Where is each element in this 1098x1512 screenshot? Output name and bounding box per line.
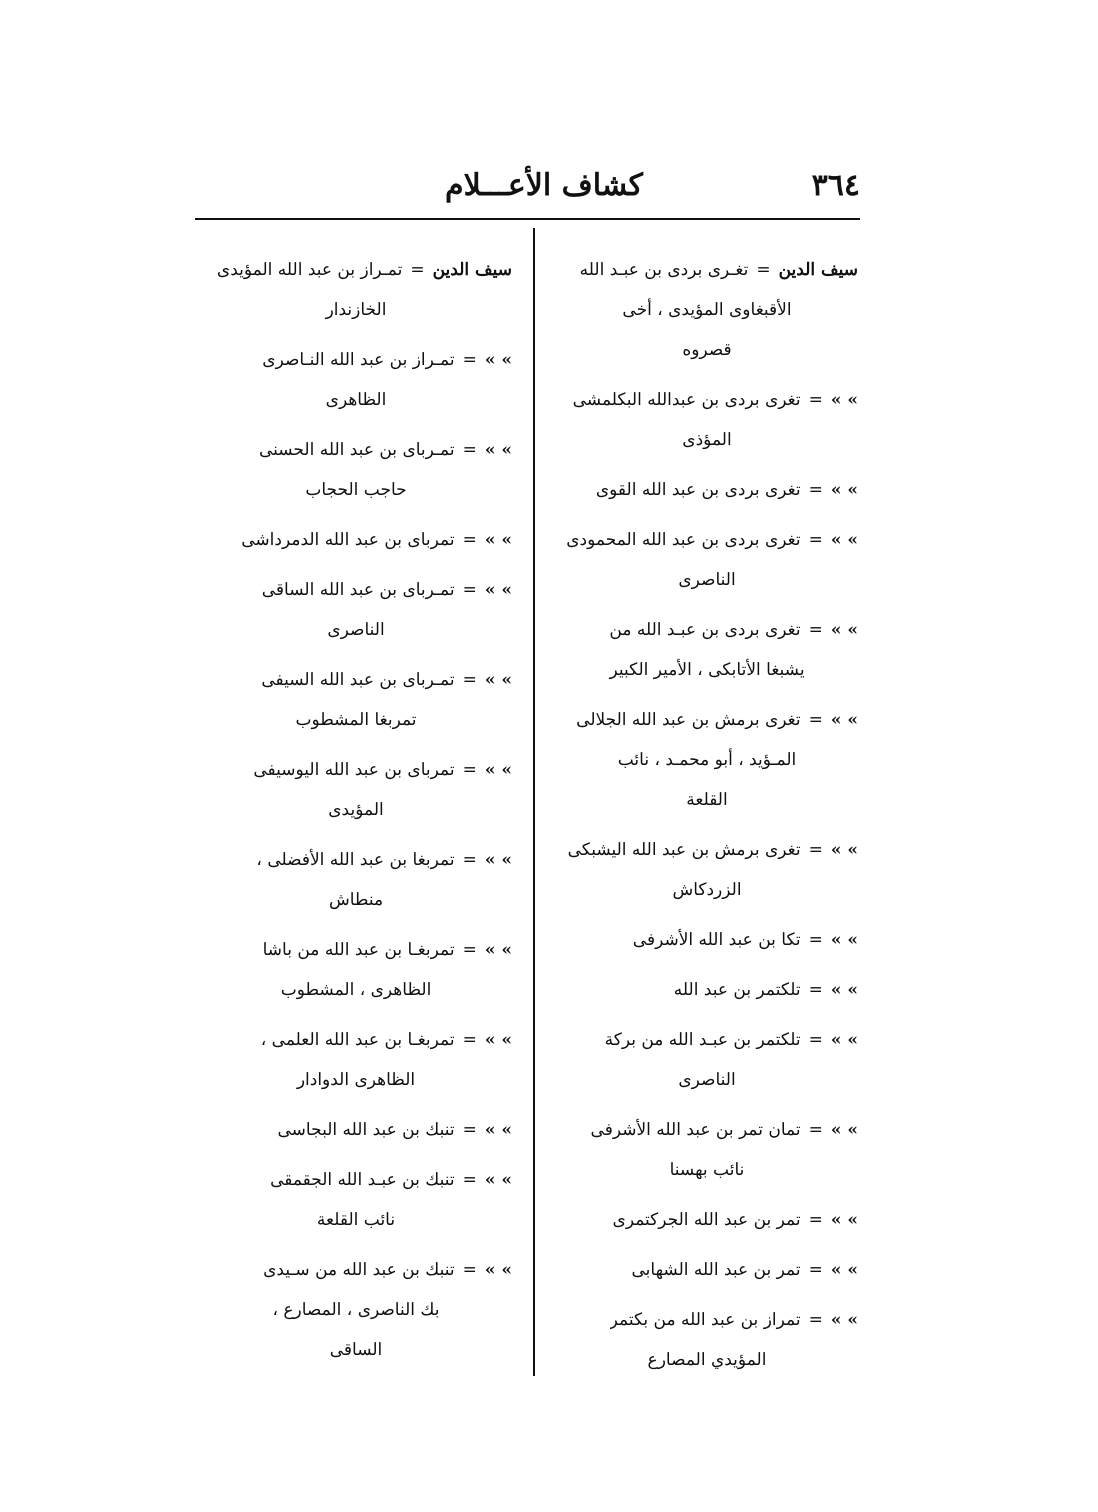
entry-dash: =: [410, 260, 425, 280]
entry-dash: =: [462, 940, 477, 960]
entry-prefix: » »: [484, 580, 512, 600]
entry-dash: =: [462, 350, 477, 370]
index-entry: [200, 1250, 512, 1370]
entry-name: تمرباى بن عبد الله اليوسيفى: [253, 760, 455, 780]
index-entry: [200, 1160, 512, 1240]
entry-continuation: الظاهرى: [325, 390, 387, 410]
entry-name: تنبك بن عبد الله البجاسى: [277, 1120, 455, 1140]
entry-name: تمان تمر بن عبد الله الأشرفى: [590, 1120, 801, 1140]
index-entry: [200, 840, 512, 920]
entry-continuation: الظاهرى ، المشطوب: [280, 980, 432, 1000]
entry-continuation: الزردكاش: [672, 880, 742, 900]
entry-continuation: الناصرى: [678, 1070, 736, 1090]
entry-prefix: » »: [484, 1120, 512, 1140]
entry-prefix: » »: [830, 1210, 858, 1230]
entry-dash: =: [808, 1030, 823, 1050]
entry-prefix: » »: [484, 850, 512, 870]
entry-prefix: » »: [830, 710, 858, 730]
entry-prefix: » »: [830, 480, 858, 500]
entry-dash: =: [808, 1260, 823, 1280]
entry-name: تلكتمر بن عبد الله: [673, 980, 801, 1000]
entry-name: تنبك بن عبـد الله الجقمقى: [270, 1170, 455, 1190]
entry-name: تمـرباى بن عبد الله الساقى: [261, 580, 455, 600]
entry-dash: =: [808, 930, 823, 950]
index-entry: [200, 520, 512, 560]
left-column: [200, 250, 512, 1380]
entry-name: تمربغا بن عبد الله الأفضلى ،: [256, 850, 455, 870]
entry-dash: =: [462, 1030, 477, 1050]
entry-prefix: » »: [830, 1120, 858, 1140]
entry-head: [556, 830, 858, 870]
entry-continuation: الناصرى: [327, 620, 385, 640]
entry-dash: =: [462, 760, 477, 780]
entry-prefix: » »: [830, 390, 858, 410]
index-entry: [556, 1250, 858, 1290]
entry-head: [556, 700, 858, 740]
entry-head: [556, 520, 858, 560]
entry-name: تغرى برمش بن عبد الله الجلالى: [576, 710, 801, 730]
index-entry: [200, 340, 512, 420]
entry-head: [200, 1160, 512, 1200]
entry-continuation: الظاهرى الدوادار: [296, 1070, 416, 1090]
index-entry: [200, 1020, 512, 1100]
entry-dash: =: [808, 1210, 823, 1230]
entry-head: [556, 1020, 858, 1060]
entry-continuation: الخازندار: [325, 300, 387, 320]
entry-prefix: » »: [830, 1310, 858, 1330]
entry-head: [556, 1110, 858, 1150]
entry-prefix: سيف الدين: [778, 260, 858, 280]
entry-prefix: » »: [830, 980, 858, 1000]
entry-continuation: المؤيدي المصارع: [647, 1350, 767, 1370]
entry-continuation: تمربغا المشطوب: [295, 710, 417, 730]
entry-dash: =: [462, 580, 477, 600]
entry-continuation: الأقبغاوى المؤيدى ، أخى: [622, 300, 792, 320]
entry-name: تغرى بردى بن عبدالله البكلمشى: [572, 390, 801, 410]
entry-continuation: نائب القلعة: [316, 1210, 396, 1230]
right-column: [556, 250, 858, 1390]
entry-dash: =: [808, 840, 823, 860]
entry-continuation: بك الناصرى ، المصارع ،: [272, 1300, 440, 1320]
entry-dash: =: [808, 980, 823, 1000]
index-entry: [556, 520, 858, 600]
entry-head: [556, 1300, 858, 1340]
entry-head: [556, 610, 858, 650]
entry-dash: =: [808, 530, 823, 550]
entry-dash: =: [808, 710, 823, 730]
entry-continuation: نائب بهسنا: [669, 1160, 745, 1180]
entry-prefix: » »: [484, 1170, 512, 1190]
entry-continuation: الناصرى: [678, 570, 736, 590]
entry-name: تمـراز بن عبد الله المؤيدى: [216, 260, 403, 280]
entry-name: تغرى بردى بن عبد الله القوى: [595, 480, 801, 500]
index-entry: [200, 1110, 512, 1150]
index-entry: [556, 380, 858, 460]
entry-head: [200, 1250, 512, 1290]
entry-prefix: » »: [830, 930, 858, 950]
entry-continuation: القلعة: [686, 790, 728, 810]
entry-dash: =: [808, 620, 823, 640]
index-entry: [556, 970, 858, 1010]
index-entry: [556, 610, 858, 690]
entry-name: تكا بن عبد الله الأشرفى: [632, 930, 801, 950]
entry-name: تمـرباى بن عبد الله الحسنى: [258, 440, 455, 460]
entry-dash: =: [462, 1120, 477, 1140]
entry-name: تغـرى بردى بن عبـد الله: [579, 260, 749, 280]
entry-name: تمر بن عبد الله الشهابى: [631, 1260, 801, 1280]
entry-continuation: قصروه: [682, 340, 732, 360]
index-entry: [556, 830, 858, 910]
entry-head: [556, 970, 858, 1010]
entry-name: تنبك بن عبد الله من سـيدى: [263, 1260, 455, 1280]
entry-continuation: يشبغا الأتابكى ، الأمير الكبير: [609, 660, 805, 680]
entry-prefix: » »: [830, 530, 858, 550]
index-entry: [200, 570, 512, 650]
entry-head: [556, 920, 858, 960]
entry-dash: =: [808, 480, 823, 500]
index-entry: [556, 470, 858, 510]
entry-head: [200, 840, 512, 880]
entry-continuation: المؤذى: [682, 430, 732, 450]
entry-prefix: » »: [484, 440, 512, 460]
page-number: ٣٦٤: [811, 168, 860, 203]
index-entry: [200, 750, 512, 830]
entry-prefix: » »: [484, 1030, 512, 1050]
entry-continuation: المـؤيد ، أبو محمـد ، نائب: [617, 750, 797, 770]
entry-prefix: » »: [484, 350, 512, 370]
entry-head: [200, 930, 512, 970]
entry-head: [200, 1020, 512, 1060]
entry-head: [556, 250, 858, 290]
index-entry: [556, 1020, 858, 1100]
entry-head: [200, 250, 512, 290]
entry-name: تمر بن عبد الله الجركتمرى: [612, 1210, 801, 1230]
entry-name: تمـراز بن عبد الله النـاصرى: [262, 350, 455, 370]
entry-dash: =: [462, 440, 477, 460]
entry-head: [200, 570, 512, 610]
entry-continuation: حاجب الحجاب: [305, 480, 407, 500]
header-rule: [195, 218, 860, 220]
entry-name: تلكتمر بن عبـد الله من بركة: [604, 1030, 801, 1050]
page-header: [195, 168, 860, 216]
index-entry: [556, 920, 858, 960]
entry-continuation: الساقى: [329, 1340, 383, 1360]
entry-dash: =: [462, 1170, 477, 1190]
index-entry: [556, 1110, 858, 1190]
index-entry: [556, 1200, 858, 1240]
entry-head: [200, 340, 512, 380]
entry-prefix: » »: [484, 940, 512, 960]
entry-prefix: » »: [484, 670, 512, 690]
entry-name: تغرى بردى بن عبد الله المحمودى: [566, 530, 801, 550]
entry-head: [556, 380, 858, 420]
entry-name: تمراز بن عبد الله من بكتمر: [609, 1310, 801, 1330]
entry-name: تغرى بردى بن عبـد الله من: [609, 620, 801, 640]
entry-prefix: » »: [484, 530, 512, 550]
entry-name: تمربغـا بن عبد الله العلمى ،: [260, 1030, 455, 1050]
entry-name: تمـرباى بن عبد الله السيفى: [261, 670, 455, 690]
entry-dash: =: [756, 260, 771, 280]
entry-prefix: » »: [830, 620, 858, 640]
entry-name: تمرباى بن عبد الله الدمرداشى: [241, 530, 455, 550]
running-title: كشاف الأعـــلام: [445, 168, 643, 203]
entry-continuation: المؤيدى: [328, 800, 384, 820]
entry-dash: =: [462, 530, 477, 550]
index-entry: [200, 660, 512, 740]
index-entry: [200, 250, 512, 330]
entry-dash: =: [462, 1260, 477, 1280]
entry-head: [200, 660, 512, 700]
entry-head: [200, 520, 512, 560]
entry-dash: =: [462, 670, 477, 690]
column-divider: [533, 228, 535, 1376]
entry-prefix: » »: [830, 840, 858, 860]
index-entry: [556, 700, 858, 820]
entry-continuation: منطاش: [328, 890, 384, 910]
entry-head: [200, 430, 512, 470]
entry-head: [556, 1200, 858, 1240]
entry-prefix: » »: [484, 1260, 512, 1280]
entry-head: [556, 1250, 858, 1290]
entry-name: تمربغـا بن عبد الله من باشا: [262, 940, 455, 960]
entry-dash: =: [462, 850, 477, 870]
entry-head: [200, 750, 512, 790]
entry-dash: =: [808, 390, 823, 410]
entry-prefix: » »: [830, 1030, 858, 1050]
entry-prefix: » »: [830, 1260, 858, 1280]
entry-dash: =: [808, 1120, 823, 1140]
entry-head: [200, 1110, 512, 1150]
index-entry: [556, 250, 858, 370]
entry-name: تغرى برمش بن عبد الله اليشبكى: [567, 840, 801, 860]
entry-prefix: » »: [484, 760, 512, 780]
entry-dash: =: [808, 1310, 823, 1330]
index-entry: [556, 1300, 858, 1380]
entry-head: [556, 470, 858, 510]
index-entry: [200, 430, 512, 510]
index-entry: [200, 930, 512, 1010]
entry-prefix: سيف الدين: [432, 260, 512, 280]
